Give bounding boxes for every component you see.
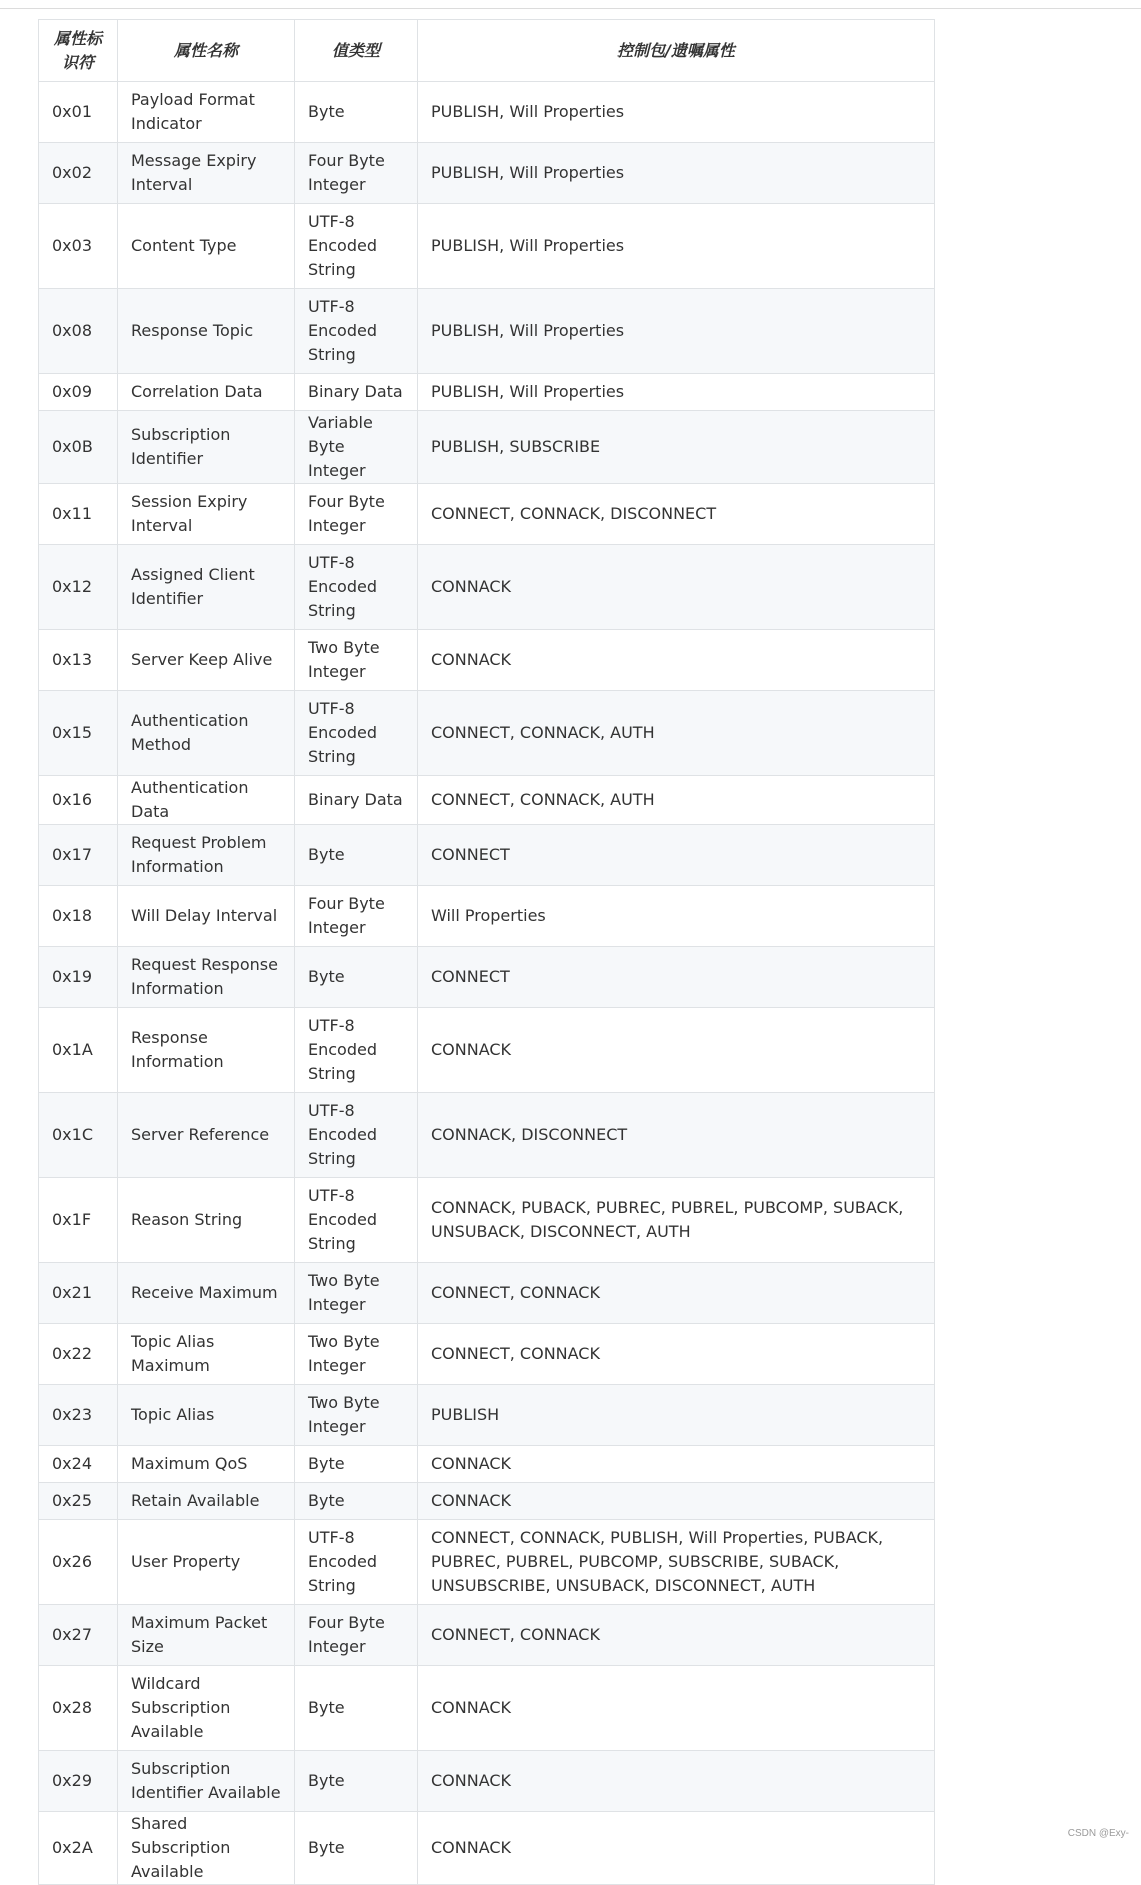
value-type-cell: Binary Data [295,374,418,411]
table-row [39,1812,935,1885]
value-type-cell: Four Byte Integer [295,143,418,204]
property-id-cell: 0x23 [39,1385,118,1446]
value-type-cell: Byte [295,947,418,1008]
property-name-cell: Subscription Identifier [118,411,295,484]
packet-properties-cell: CONNACK [418,1446,935,1483]
table-row [39,1605,935,1666]
table-row [39,374,935,411]
value-type-cell: Byte [295,1446,418,1483]
property-id-cell: 0x13 [39,630,118,691]
property-id-cell: 0x16 [39,776,118,825]
packet-properties-cell: CONNECT [418,947,935,1008]
value-type-cell: Byte [295,1666,418,1751]
property-name-cell: Topic Alias Maximum [118,1324,295,1385]
property-name-cell: Will Delay Interval [118,886,295,947]
property-name-cell: Reason String [118,1178,295,1263]
property-name-cell: Maximum Packet Size [118,1605,295,1666]
value-type-cell: Byte [295,1483,418,1520]
table-row [39,947,935,1008]
property-name-cell: Maximum QoS [118,1446,295,1483]
property-name-cell: Assigned Client Identifier [118,545,295,630]
table-body [39,82,935,1885]
table-row [39,776,935,825]
packet-properties-cell: PUBLISH, Will Properties [418,82,935,143]
table-row [39,82,935,143]
property-id-cell: 0x27 [39,1605,118,1666]
table-row [39,1178,935,1263]
property-id-cell: 0x25 [39,1483,118,1520]
packet-properties-cell: PUBLISH, SUBSCRIBE [418,411,935,484]
value-type-cell: Byte [295,82,418,143]
value-type-cell: Byte [295,1812,418,1885]
value-type-cell: UTF-8 Encoded String [295,545,418,630]
value-type-cell: UTF-8 Encoded String [295,1520,418,1605]
header-row [39,20,935,82]
value-type-cell: UTF-8 Encoded String [295,691,418,776]
property-id-cell: 0x02 [39,143,118,204]
value-type-cell: Two Byte Integer [295,1324,418,1385]
property-name-cell: Subscription Identifier Available [118,1751,295,1812]
value-type-cell: UTF-8 Encoded String [295,1093,418,1178]
value-type-cell: Binary Data [295,776,418,825]
table-header [39,20,935,82]
property-name-cell: Content Type [118,204,295,289]
property-name-cell: Topic Alias [118,1385,295,1446]
table-row [39,691,935,776]
property-id-cell: 0x03 [39,204,118,289]
property-id-cell: 0x21 [39,1263,118,1324]
property-id-cell: 0x29 [39,1751,118,1812]
property-id-cell: 0x1C [39,1093,118,1178]
table-row [39,1666,935,1751]
value-type-cell: Four Byte Integer [295,886,418,947]
packet-properties-cell: PUBLISH, Will Properties [418,204,935,289]
property-id-cell: 0x18 [39,886,118,947]
table-row [39,1751,935,1812]
value-type-cell: Byte [295,825,418,886]
property-name-cell: Session Expiry Interval [118,484,295,545]
value-type-cell: Two Byte Integer [295,1263,418,1324]
property-name-cell: Correlation Data [118,374,295,411]
table-row [39,1093,935,1178]
header-value-type: 值类型 [295,20,418,82]
property-id-cell: 0x2A [39,1812,118,1885]
property-id-cell: 0x01 [39,82,118,143]
value-type-cell: Four Byte Integer [295,484,418,545]
property-name-cell: Wildcard Subscription Available [118,1666,295,1751]
property-id-cell: 0x17 [39,825,118,886]
table-row [39,143,935,204]
property-id-cell: 0x11 [39,484,118,545]
property-id-cell: 0x19 [39,947,118,1008]
packet-properties-cell: PUBLISH, Will Properties [418,289,935,374]
table-row [39,1263,935,1324]
property-name-cell: Receive Maximum [118,1263,295,1324]
packet-properties-cell: CONNECT, CONNACK, PUBLISH, Will Properties, PUBACK, PUBREC, PUBREL, PUBCOMP, SUBSCRIBE, SUBACK, UNSUBSCRIBE, UNSUBACK, DISCONNECT, AUTH [418,1520,935,1605]
value-type-cell: UTF-8 Encoded String [295,204,418,289]
packet-properties-cell: CONNACK [418,1812,935,1885]
value-type-cell: Two Byte Integer [295,630,418,691]
packet-properties-cell: CONNECT, CONNACK, AUTH [418,776,935,825]
property-name-cell: User Property [118,1520,295,1605]
table-row [39,1483,935,1520]
packet-properties-cell: PUBLISH, Will Properties [418,374,935,411]
table-row [39,411,935,484]
packet-properties-cell: CONNACK [418,1751,935,1812]
table-row [39,630,935,691]
property-name-cell: Shared Subscription Available [118,1812,295,1885]
property-name-cell: Payload Format Indicator [118,82,295,143]
property-id-cell: 0x28 [39,1666,118,1751]
top-divider [0,8,1141,9]
packet-properties-cell: Will Properties [418,886,935,947]
value-type-cell: UTF-8 Encoded String [295,1008,418,1093]
table-row [39,1446,935,1483]
table-row [39,545,935,630]
packet-properties-cell: CONNACK [418,545,935,630]
table-row [39,886,935,947]
table-row [39,204,935,289]
packet-properties-cell: CONNACK [418,1666,935,1751]
header-property-name: 属性名称 [118,20,295,82]
value-type-cell: Variable Byte Integer [295,411,418,484]
value-type-cell: UTF-8 Encoded String [295,289,418,374]
property-name-cell: Message Expiry Interval [118,143,295,204]
packet-properties-cell: CONNACK [418,630,935,691]
packet-properties-cell: PUBLISH [418,1385,935,1446]
property-id-cell: 0x15 [39,691,118,776]
value-type-cell: UTF-8 Encoded String [295,1178,418,1263]
table-row [39,484,935,545]
property-id-cell: 0x26 [39,1520,118,1605]
packet-properties-cell: CONNECT, CONNACK [418,1605,935,1666]
property-name-cell: Response Information [118,1008,295,1093]
property-name-cell: Authentication Method [118,691,295,776]
packet-properties-cell: CONNECT, CONNACK [418,1263,935,1324]
property-name-cell: Request Response Information [118,947,295,1008]
packet-properties-cell: CONNECT, CONNACK [418,1324,935,1385]
property-name-cell: Retain Available [118,1483,295,1520]
property-id-cell: 0x09 [39,374,118,411]
table-row [39,1324,935,1385]
mqtt-properties-table [38,19,935,1885]
value-type-cell: Two Byte Integer [295,1385,418,1446]
property-name-cell: Response Topic [118,289,295,374]
property-name-cell: Server Reference [118,1093,295,1178]
packet-properties-cell: CONNECT, CONNACK, AUTH [418,691,935,776]
property-id-cell: 0x22 [39,1324,118,1385]
watermark: CSDN @Exy- [1067,1828,1129,1839]
value-type-cell: Four Byte Integer [295,1605,418,1666]
table-row [39,289,935,374]
value-type-cell: Byte [295,1751,418,1812]
property-id-cell: 0x0B [39,411,118,484]
packet-properties-cell: CONNACK [418,1483,935,1520]
property-id-cell: 0x1A [39,1008,118,1093]
property-name-cell: Server Keep Alive [118,630,295,691]
property-name-cell: Request Problem Information [118,825,295,886]
packet-properties-cell: CONNECT, CONNACK, DISCONNECT [418,484,935,545]
property-id-cell: 0x1F [39,1178,118,1263]
packet-properties-cell: CONNACK, PUBACK, PUBREC, PUBREL, PUBCOMP, SUBACK, UNSUBACK, DISCONNECT, AUTH [418,1178,935,1263]
header-packet-will-properties: 控制包/遗嘱属性 [418,20,935,82]
property-name-cell: Authentication Data [118,776,295,825]
packet-properties-cell: CONNACK, DISCONNECT [418,1093,935,1178]
table-row [39,1520,935,1605]
header-property-id: 属性标识符 [39,20,118,82]
property-id-cell: 0x12 [39,545,118,630]
property-id-cell: 0x24 [39,1446,118,1483]
table-row [39,1008,935,1093]
packet-properties-cell: CONNACK [418,1008,935,1093]
packet-properties-cell: PUBLISH, Will Properties [418,143,935,204]
table-row [39,825,935,886]
packet-properties-cell: CONNECT [418,825,935,886]
table-row [39,1385,935,1446]
property-id-cell: 0x08 [39,289,118,374]
